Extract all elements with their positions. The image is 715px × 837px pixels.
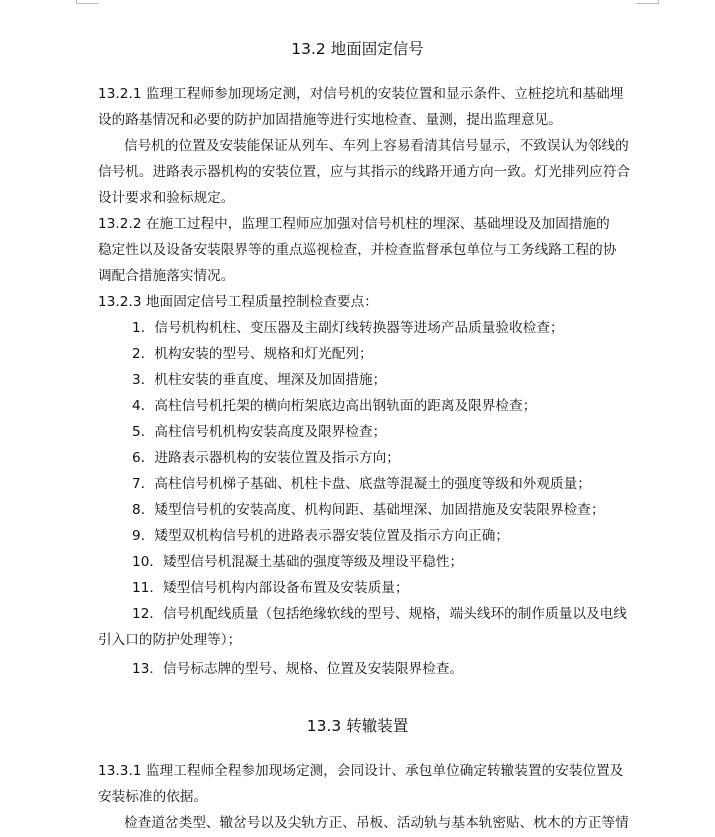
paragraph-line: 13.2.2 在施工过程中，监理工程师应加强对信号机柱的埋深、基础埋设及加固措施的	[98, 216, 610, 232]
list-item: 7．高柱信号机梯子基础、机柱卡盘、底盘等混凝土的强度等级和外观质量；	[132, 476, 591, 492]
list-item: 5．高柱信号机机构安装高度及限界检查；	[132, 424, 387, 440]
list-item: 9．矮型双机构信号机的进路表示器安装位置及指示方向正确；	[132, 528, 510, 544]
list-item: 1．信号机构机柱、变压器及主副灯线转换器等进场产品质量验收检查；	[132, 320, 564, 336]
paragraph-line: 设的路基情况和必要的防护加固措施等进行实地检查、量测，提出监理意见。	[98, 112, 562, 128]
crop-mark-right	[636, 0, 659, 4]
list-item: 8．矮型信号机的安装高度、机构间距、基础埋深、加固措施及安装限界检查；	[132, 502, 605, 518]
paragraph-line: 设计要求和验标规定。	[98, 190, 235, 206]
paragraph-line: 调配合措施落实情况。	[98, 268, 235, 284]
paragraph-line: 13.2.3 地面固定信号工程质量控制检查要点：	[98, 294, 378, 310]
paragraph-line: 信号机。进路表示器机构的安装位置，应与其指示的线路开通方向一致。灯光排列应符合	[98, 164, 631, 180]
list-item: 11．矮型信号机构内部设备布置及安装质量；	[132, 580, 409, 596]
paragraph-line: 13.3.1 监理工程师全程参加现场定测，会同设计、承包单位确定转辙装置的安装位置及	[98, 763, 624, 779]
list-item: 13．信号标志牌的型号、规格、位置及安装限界检查。	[132, 661, 464, 677]
list-item: 4．高柱信号机托架的横向桁架底边高出钢轨面的距离及限界检查；	[132, 398, 537, 414]
list-item: 6．进路表示器机构的安装位置及指示方向；	[132, 450, 400, 466]
list-item: 2．机构安装的型号、规格和灯光配列；	[132, 346, 373, 362]
list-item: 12．信号机配线质量（包括绝缘软线的型号、规格，端头线环的制作质量以及电线	[132, 606, 627, 622]
section-13-2-title: 13.2 地面固定信号	[291, 40, 424, 58]
paragraph-line: 稳定性以及设备安装限界等的重点巡视检查，并检查监督承包单位与工务线路工程的协	[98, 242, 617, 258]
list-item-continuation: 引入口的防护处理等）；	[98, 632, 242, 648]
section-13-3-title: 13.3 转辙装置	[306, 717, 409, 735]
paragraph-line: 检查道岔类型、辙岔号以及尖轨方正、吊板、活动轨与基本轨密贴、枕木的方正等情	[124, 815, 629, 831]
list-item: 10．矮型信号机混凝土基础的强度等级及埋设平稳性；	[132, 554, 464, 570]
paragraph-line: 信号机的位置及安装能保证从列车、车列上容易看清其信号显示，不致误认为邻线的	[124, 138, 629, 154]
list-item: 3．机柱安装的垂直度、埋深及加固措施；	[132, 372, 387, 388]
paragraph-line: 安装标准的依据。	[98, 789, 208, 805]
paragraph-line: 13.2.1 监理工程师参加现场定测，对信号机的安装位置和显示条件、立桩挖坑和基础埋	[98, 86, 624, 102]
crop-mark-left	[76, 0, 99, 4]
